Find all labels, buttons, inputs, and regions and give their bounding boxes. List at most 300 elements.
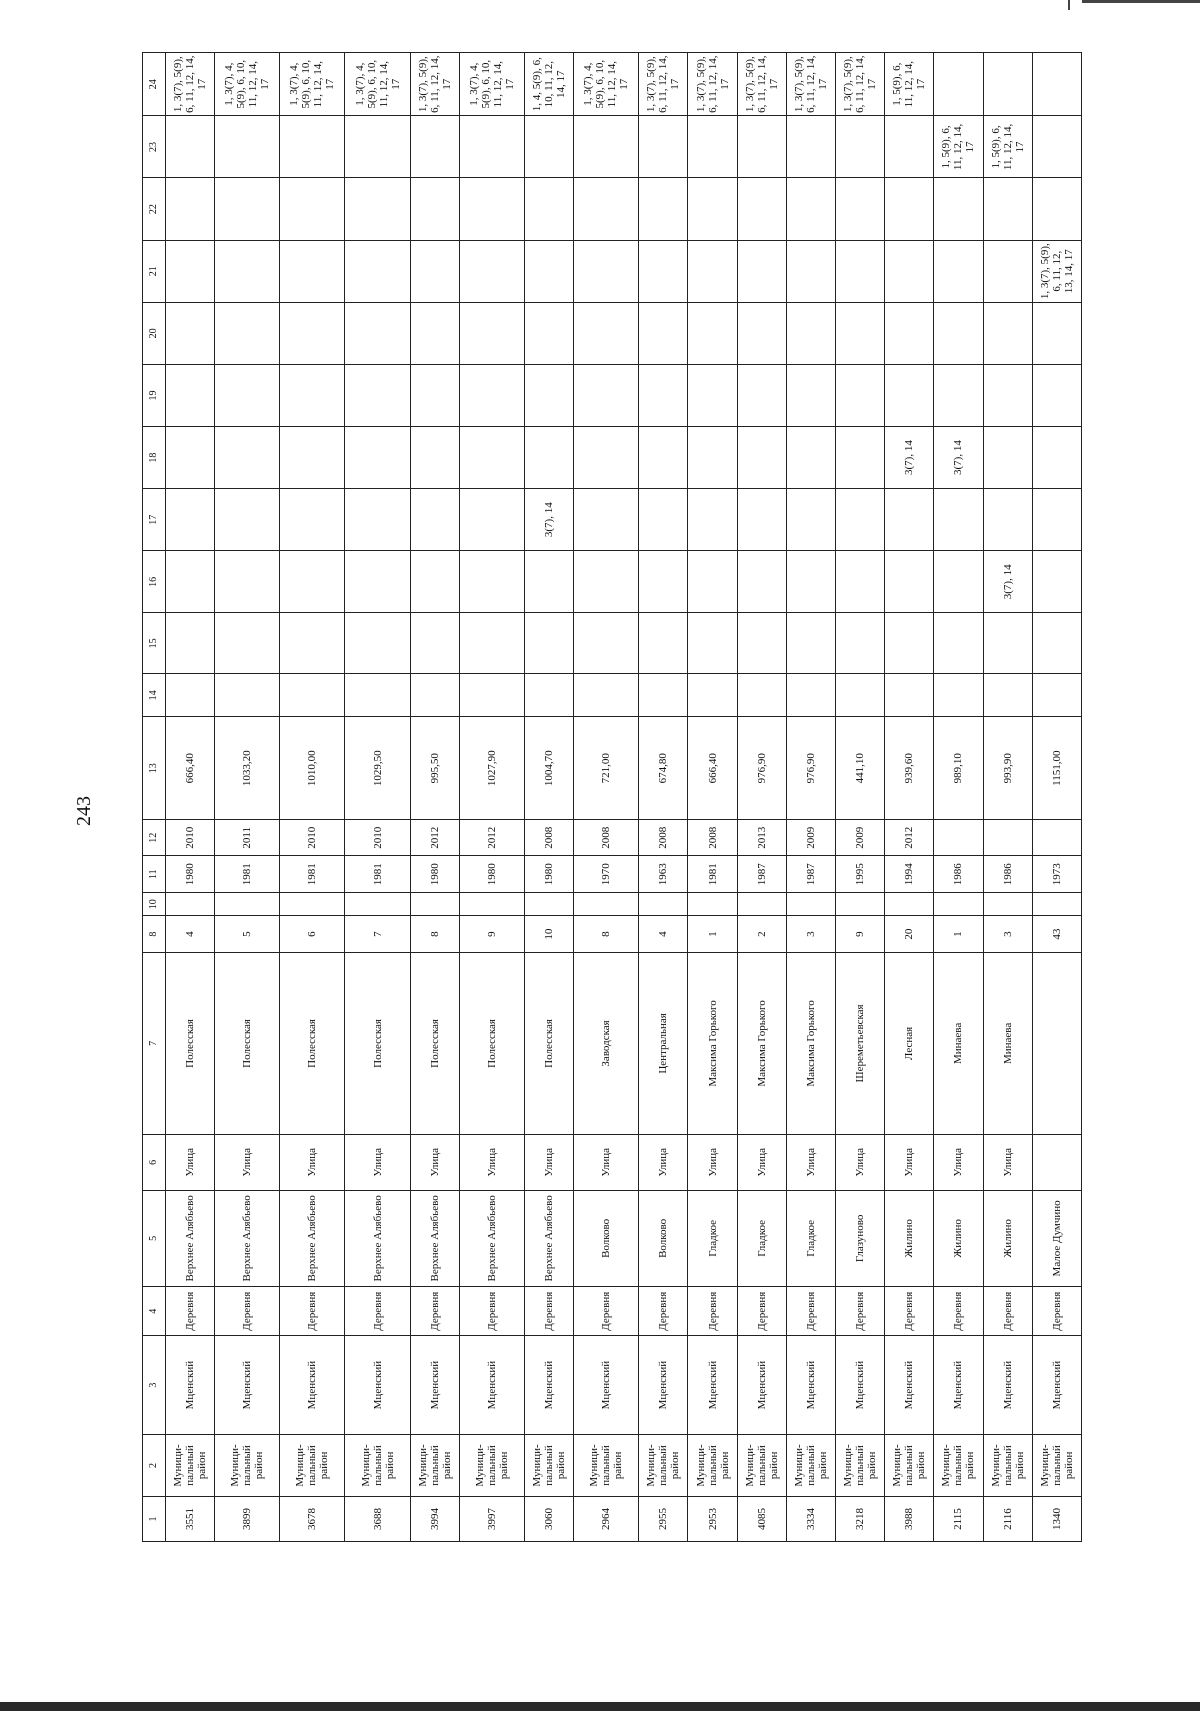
table-cell: 3(7), 14 <box>934 427 983 489</box>
table-cell: Муници-пальный район <box>280 1434 345 1496</box>
table-cell: Мценский <box>688 1336 737 1435</box>
table-cell <box>574 116 639 178</box>
table-cell: Деревня <box>885 1287 934 1336</box>
table-cell: Гладкое <box>786 1190 835 1286</box>
table-cell: 1980 <box>524 856 573 892</box>
table-cell: 3(7), 14 <box>983 551 1032 613</box>
table-cell <box>166 178 215 240</box>
table-cell <box>280 116 345 178</box>
table-cell <box>410 613 459 674</box>
table-cell: 2116 <box>983 1497 1032 1542</box>
table-cell <box>639 302 688 364</box>
table-cell: 674,80 <box>639 717 688 820</box>
table-cell <box>459 892 524 916</box>
table-cell: 1340 <box>1032 1497 1081 1542</box>
table-cell <box>688 116 737 178</box>
column-header: 3 <box>143 1336 166 1435</box>
table-cell: 1970 <box>574 856 639 892</box>
table-cell <box>524 892 573 916</box>
table-cell <box>345 178 410 240</box>
table-cell: Мценский <box>280 1336 345 1435</box>
table-cell: Мценский <box>1032 1336 1081 1435</box>
table-cell <box>345 364 410 426</box>
table-cell: Верхнее Алябьево <box>280 1190 345 1286</box>
table-cell: Верхнее Алябьево <box>524 1190 573 1286</box>
table-cell: 1, 3(7), 5(9), 6, 11, 12, 14, 17 <box>688 53 737 116</box>
table-cell <box>885 116 934 178</box>
table-cell: Гладкое <box>688 1190 737 1286</box>
table-cell: Мценский <box>639 1336 688 1435</box>
table-cell <box>934 892 983 916</box>
column-header: 20 <box>143 302 166 364</box>
table-cell <box>688 489 737 551</box>
table-cell: 2010 <box>280 820 345 856</box>
table-cell <box>688 240 737 302</box>
table-cell <box>524 364 573 426</box>
table-cell: Мценский <box>459 1336 524 1435</box>
table-cell: Полесская <box>215 952 280 1134</box>
table-cell: 10 <box>524 916 573 952</box>
table-cell: Малое Думчино <box>1032 1190 1081 1286</box>
table-cell: Минаева <box>983 952 1032 1134</box>
table-cell <box>786 892 835 916</box>
table-cell: 2012 <box>410 820 459 856</box>
table-cell: Гладкое <box>737 1190 786 1286</box>
table-cell <box>1032 489 1081 551</box>
table-cell <box>345 240 410 302</box>
table-cell: 2008 <box>574 820 639 856</box>
table-cell <box>166 892 215 916</box>
table-cell <box>166 613 215 674</box>
table-cell: Мценский <box>983 1336 1032 1435</box>
table-cell: Верхнее Алябьево <box>345 1190 410 1286</box>
table-cell: 1, 3(7), 5(9), 6, 11, 12, 14, 17 <box>410 53 459 116</box>
column-header: 15 <box>143 613 166 674</box>
table-cell <box>524 116 573 178</box>
table-cell: Максима Горького <box>737 952 786 1134</box>
table-cell <box>574 551 639 613</box>
table-cell <box>574 364 639 426</box>
table-cell: 3997 <box>459 1497 524 1542</box>
table-cell: Улица <box>786 1134 835 1190</box>
table-cell: 1 <box>934 916 983 952</box>
column-header: 22 <box>143 178 166 240</box>
table-cell: 989,10 <box>934 717 983 820</box>
table-cell <box>983 674 1032 717</box>
table-cell <box>688 551 737 613</box>
table-cell <box>524 551 573 613</box>
table-cell <box>459 551 524 613</box>
table-cell <box>215 178 280 240</box>
rotated-table-container <box>142 52 1082 1542</box>
table-cell: Верхнее Алябьево <box>166 1190 215 1286</box>
table-cell <box>786 302 835 364</box>
table-cell <box>786 551 835 613</box>
table-cell <box>836 178 885 240</box>
table-cell <box>786 364 835 426</box>
table-cell <box>983 364 1032 426</box>
table-cell: 9 <box>459 916 524 952</box>
table-cell <box>1032 1134 1081 1190</box>
table-cell <box>524 674 573 717</box>
table-row <box>166 53 215 1542</box>
table-cell: Максима Горького <box>688 952 737 1134</box>
table-cell <box>688 364 737 426</box>
table-cell: Муници-пальный район <box>786 1434 835 1496</box>
table-cell <box>1032 674 1081 717</box>
table-cell: Деревня <box>737 1287 786 1336</box>
table-cell: Улица <box>280 1134 345 1190</box>
table-cell: 1029,50 <box>345 717 410 820</box>
table-cell <box>345 116 410 178</box>
table-cell <box>983 178 1032 240</box>
table-cell: Полесская <box>280 952 345 1134</box>
table-cell: 1963 <box>639 856 688 892</box>
table-cell <box>983 427 1032 489</box>
table-cell <box>1032 892 1081 916</box>
table-cell: 2008 <box>688 820 737 856</box>
table-cell <box>737 178 786 240</box>
table-cell: 20 <box>885 916 934 952</box>
table-row <box>983 53 1032 1542</box>
table-cell <box>1032 613 1081 674</box>
table-cell <box>345 892 410 916</box>
table-cell <box>983 489 1032 551</box>
table-cell: Улица <box>934 1134 983 1190</box>
table-cell: Улица <box>166 1134 215 1190</box>
table-cell: 1, 3(7), 5(9), 6, 11, 12, 14, 17 <box>166 53 215 116</box>
table-cell <box>688 427 737 489</box>
table-row <box>574 53 639 1542</box>
column-header: 16 <box>143 551 166 613</box>
table-cell <box>934 178 983 240</box>
table-cell: Полесская <box>345 952 410 1134</box>
column-header: 23 <box>143 116 166 178</box>
table-cell: Мценский <box>885 1336 934 1435</box>
column-header: 10 <box>143 892 166 916</box>
table-cell: 1, 5(9), 6, 11, 12, 14, 17 <box>934 116 983 178</box>
table-cell <box>280 674 345 717</box>
table-cell <box>345 613 410 674</box>
table-cell: Мценский <box>934 1336 983 1435</box>
column-header: 19 <box>143 364 166 426</box>
table-cell: 1980 <box>459 856 524 892</box>
table-cell <box>280 489 345 551</box>
table-cell: Муници-пальный район <box>639 1434 688 1496</box>
table-row <box>786 53 835 1542</box>
table-cell <box>574 427 639 489</box>
table-cell <box>215 892 280 916</box>
table-cell <box>786 489 835 551</box>
table-cell <box>1032 551 1081 613</box>
table-cell: 6 <box>280 916 345 952</box>
table-cell <box>166 240 215 302</box>
table-cell: 5 <box>215 916 280 952</box>
table-cell: 1980 <box>166 856 215 892</box>
table-cell: 2013 <box>737 820 786 856</box>
table-cell: Деревня <box>934 1287 983 1336</box>
table-cell: 2010 <box>166 820 215 856</box>
table-cell: Жилино <box>885 1190 934 1286</box>
table-cell: Полесская <box>410 952 459 1134</box>
table-cell <box>737 892 786 916</box>
table-cell: 3 <box>786 916 835 952</box>
table-cell <box>737 489 786 551</box>
table-cell <box>280 892 345 916</box>
table-cell <box>836 364 885 426</box>
column-header: 4 <box>143 1287 166 1336</box>
table-cell: 1004,70 <box>524 717 573 820</box>
table-cell <box>983 613 1032 674</box>
table-cell <box>410 427 459 489</box>
table-cell: Улица <box>688 1134 737 1190</box>
table-cell <box>639 364 688 426</box>
table-row <box>639 53 688 1542</box>
table-cell: 1010,00 <box>280 717 345 820</box>
table-cell <box>280 613 345 674</box>
table-cell <box>836 674 885 717</box>
table-cell <box>574 613 639 674</box>
table-cell: 1995 <box>836 856 885 892</box>
table-cell: 3218 <box>836 1497 885 1542</box>
table-row <box>688 53 737 1542</box>
table-cell: Муници-пальный район <box>934 1434 983 1496</box>
table-cell <box>1032 952 1081 1134</box>
table-cell <box>885 240 934 302</box>
table-cell: 2 <box>737 916 786 952</box>
table-cell: Верхнее Алябьево <box>459 1190 524 1286</box>
table-cell <box>885 892 934 916</box>
table-cell <box>983 53 1032 116</box>
table-cell <box>639 240 688 302</box>
table-cell: 1, 3(7), 5(9), 6, 11, 12, 14, 17 <box>786 53 835 116</box>
table-cell: Улица <box>836 1134 885 1190</box>
column-header: 6 <box>143 1134 166 1190</box>
registry-table <box>142 52 1082 1542</box>
table-row <box>215 53 280 1542</box>
table-cell: 1981 <box>280 856 345 892</box>
table-cell <box>166 674 215 717</box>
table-cell: 1, 3(7), 4, 5(9), 6, 10, 11, 12, 14, 17 <box>574 53 639 116</box>
table-cell <box>459 427 524 489</box>
table-cell: Улица <box>524 1134 573 1190</box>
table-cell <box>166 489 215 551</box>
table-cell <box>688 892 737 916</box>
table-cell <box>836 302 885 364</box>
table-cell: 2012 <box>459 820 524 856</box>
table-cell: 666,40 <box>166 717 215 820</box>
page-number: 243 <box>73 796 95 826</box>
table-cell: Мценский <box>524 1336 573 1435</box>
table-cell: 8 <box>410 916 459 952</box>
table-cell <box>836 240 885 302</box>
table-cell: Деревня <box>786 1287 835 1336</box>
table-row <box>280 53 345 1542</box>
table-cell <box>737 613 786 674</box>
table-cell <box>574 489 639 551</box>
table-cell: Мценский <box>836 1336 885 1435</box>
table-cell: 1981 <box>345 856 410 892</box>
table-cell <box>934 302 983 364</box>
table-cell: 2010 <box>345 820 410 856</box>
table-cell <box>786 613 835 674</box>
table-cell: 3678 <box>280 1497 345 1542</box>
table-cell <box>885 364 934 426</box>
table-cell: Муници-пальный район <box>836 1434 885 1496</box>
table-cell <box>280 178 345 240</box>
table-cell: Деревня <box>459 1287 524 1336</box>
table-cell <box>639 489 688 551</box>
table-cell: Улица <box>639 1134 688 1190</box>
column-header: 5 <box>143 1190 166 1286</box>
table-cell <box>574 302 639 364</box>
table-cell <box>639 427 688 489</box>
table-cell: 1151,00 <box>1032 717 1081 820</box>
table-cell <box>215 116 280 178</box>
table-cell <box>524 613 573 674</box>
table-cell: 666,40 <box>688 717 737 820</box>
table-cell <box>410 489 459 551</box>
table-cell <box>410 674 459 717</box>
table-cell: 3060 <box>524 1497 573 1542</box>
table-cell: Муници-пальный район <box>215 1434 280 1496</box>
table-cell <box>215 551 280 613</box>
table-cell <box>737 364 786 426</box>
table-cell <box>639 551 688 613</box>
table-cell: Мценский <box>215 1336 280 1435</box>
table-cell <box>215 613 280 674</box>
table-cell: Муници-пальный район <box>459 1434 524 1496</box>
table-cell: 2009 <box>836 820 885 856</box>
table-cell <box>459 116 524 178</box>
scan-edge-tick <box>1068 0 1070 10</box>
table-cell <box>1032 116 1081 178</box>
table-cell <box>410 364 459 426</box>
table-cell: Деревня <box>345 1287 410 1336</box>
table-cell: 3551 <box>166 1497 215 1542</box>
table-cell <box>934 364 983 426</box>
table-row <box>345 53 410 1542</box>
table-cell <box>215 427 280 489</box>
table-cell <box>166 551 215 613</box>
table-cell: Верхнее Алябьево <box>410 1190 459 1286</box>
table-cell <box>280 364 345 426</box>
table-cell <box>524 302 573 364</box>
table-cell <box>524 427 573 489</box>
table-cell <box>836 613 885 674</box>
table-cell: 1987 <box>737 856 786 892</box>
table-cell: 1986 <box>934 856 983 892</box>
table-cell <box>885 613 934 674</box>
table-cell: 1033,20 <box>215 717 280 820</box>
table-cell <box>166 116 215 178</box>
table-cell <box>934 489 983 551</box>
table-cell: Улица <box>885 1134 934 1190</box>
table-cell: 1973 <box>1032 856 1081 892</box>
table-cell: Лесная <box>885 952 934 1134</box>
table-cell: Минаева <box>934 952 983 1134</box>
column-header: 8 <box>143 916 166 952</box>
table-cell <box>885 178 934 240</box>
table-cell: Муници-пальный район <box>688 1434 737 1496</box>
table-cell: 1, 3(7), 5(9), 6, 11, 12, 14, 17 <box>737 53 786 116</box>
table-cell <box>459 364 524 426</box>
table-cell: Деревня <box>639 1287 688 1336</box>
table-cell: Максима Горького <box>786 952 835 1134</box>
table-cell: 2955 <box>639 1497 688 1542</box>
table-cell: 4085 <box>737 1497 786 1542</box>
column-header: 12 <box>143 820 166 856</box>
table-cell <box>983 302 1032 364</box>
table-cell <box>934 613 983 674</box>
column-header: 2 <box>143 1434 166 1496</box>
table-cell: 9 <box>836 916 885 952</box>
table-cell: Деревня <box>1032 1287 1081 1336</box>
table-cell: Деревня <box>983 1287 1032 1336</box>
table-cell <box>639 178 688 240</box>
table-cell: 995,50 <box>410 717 459 820</box>
table-cell <box>836 489 885 551</box>
table-cell: Муници-пальный район <box>1032 1434 1081 1496</box>
table-cell <box>639 674 688 717</box>
table-cell <box>737 116 786 178</box>
table-cell <box>215 364 280 426</box>
column-header: 11 <box>143 856 166 892</box>
table-cell: Полесская <box>166 952 215 1134</box>
table-cell: Мценский <box>786 1336 835 1435</box>
table-cell: 3899 <box>215 1497 280 1542</box>
table-cell: 1027,90 <box>459 717 524 820</box>
table-cell <box>836 116 885 178</box>
table-cell <box>410 302 459 364</box>
table-cell <box>459 178 524 240</box>
table-cell <box>786 427 835 489</box>
table-cell: 2009 <box>786 820 835 856</box>
table-cell <box>934 240 983 302</box>
table-cell: Муници-пальный район <box>737 1434 786 1496</box>
table-cell <box>983 820 1032 856</box>
table-cell: Шереметьевская <box>836 952 885 1134</box>
table-cell: Улица <box>459 1134 524 1190</box>
table-cell: Деревня <box>215 1287 280 1336</box>
column-header: 24 <box>143 53 166 116</box>
table-cell: 1, 3(7), 4, 5(9), 6, 10, 11, 12, 14, 17 <box>280 53 345 116</box>
table-cell: 1 <box>688 916 737 952</box>
table-cell: Центральная <box>639 952 688 1134</box>
table-cell <box>1032 53 1081 116</box>
table-cell: Муници-пальный район <box>410 1434 459 1496</box>
table-cell: 1, 3(7), 4, 5(9), 6, 10, 11, 12, 14, 17 <box>215 53 280 116</box>
table-cell <box>934 551 983 613</box>
table-cell: 976,90 <box>737 717 786 820</box>
table-cell <box>280 302 345 364</box>
table-cell: 939,60 <box>885 717 934 820</box>
table-cell: Жилино <box>934 1190 983 1286</box>
table-cell <box>639 892 688 916</box>
table-cell: Мценский <box>410 1336 459 1435</box>
table-cell: Мценский <box>737 1336 786 1435</box>
table-cell: Полесская <box>459 952 524 1134</box>
table-cell: Мценский <box>574 1336 639 1435</box>
table-cell <box>524 240 573 302</box>
table-cell: 7 <box>345 916 410 952</box>
table-cell: Муници-пальный район <box>574 1434 639 1496</box>
table-cell: Волково <box>639 1190 688 1286</box>
table-cell: Деревня <box>166 1287 215 1336</box>
table-cell <box>836 551 885 613</box>
table-cell: 2011 <box>215 820 280 856</box>
column-header: 7 <box>143 952 166 1134</box>
